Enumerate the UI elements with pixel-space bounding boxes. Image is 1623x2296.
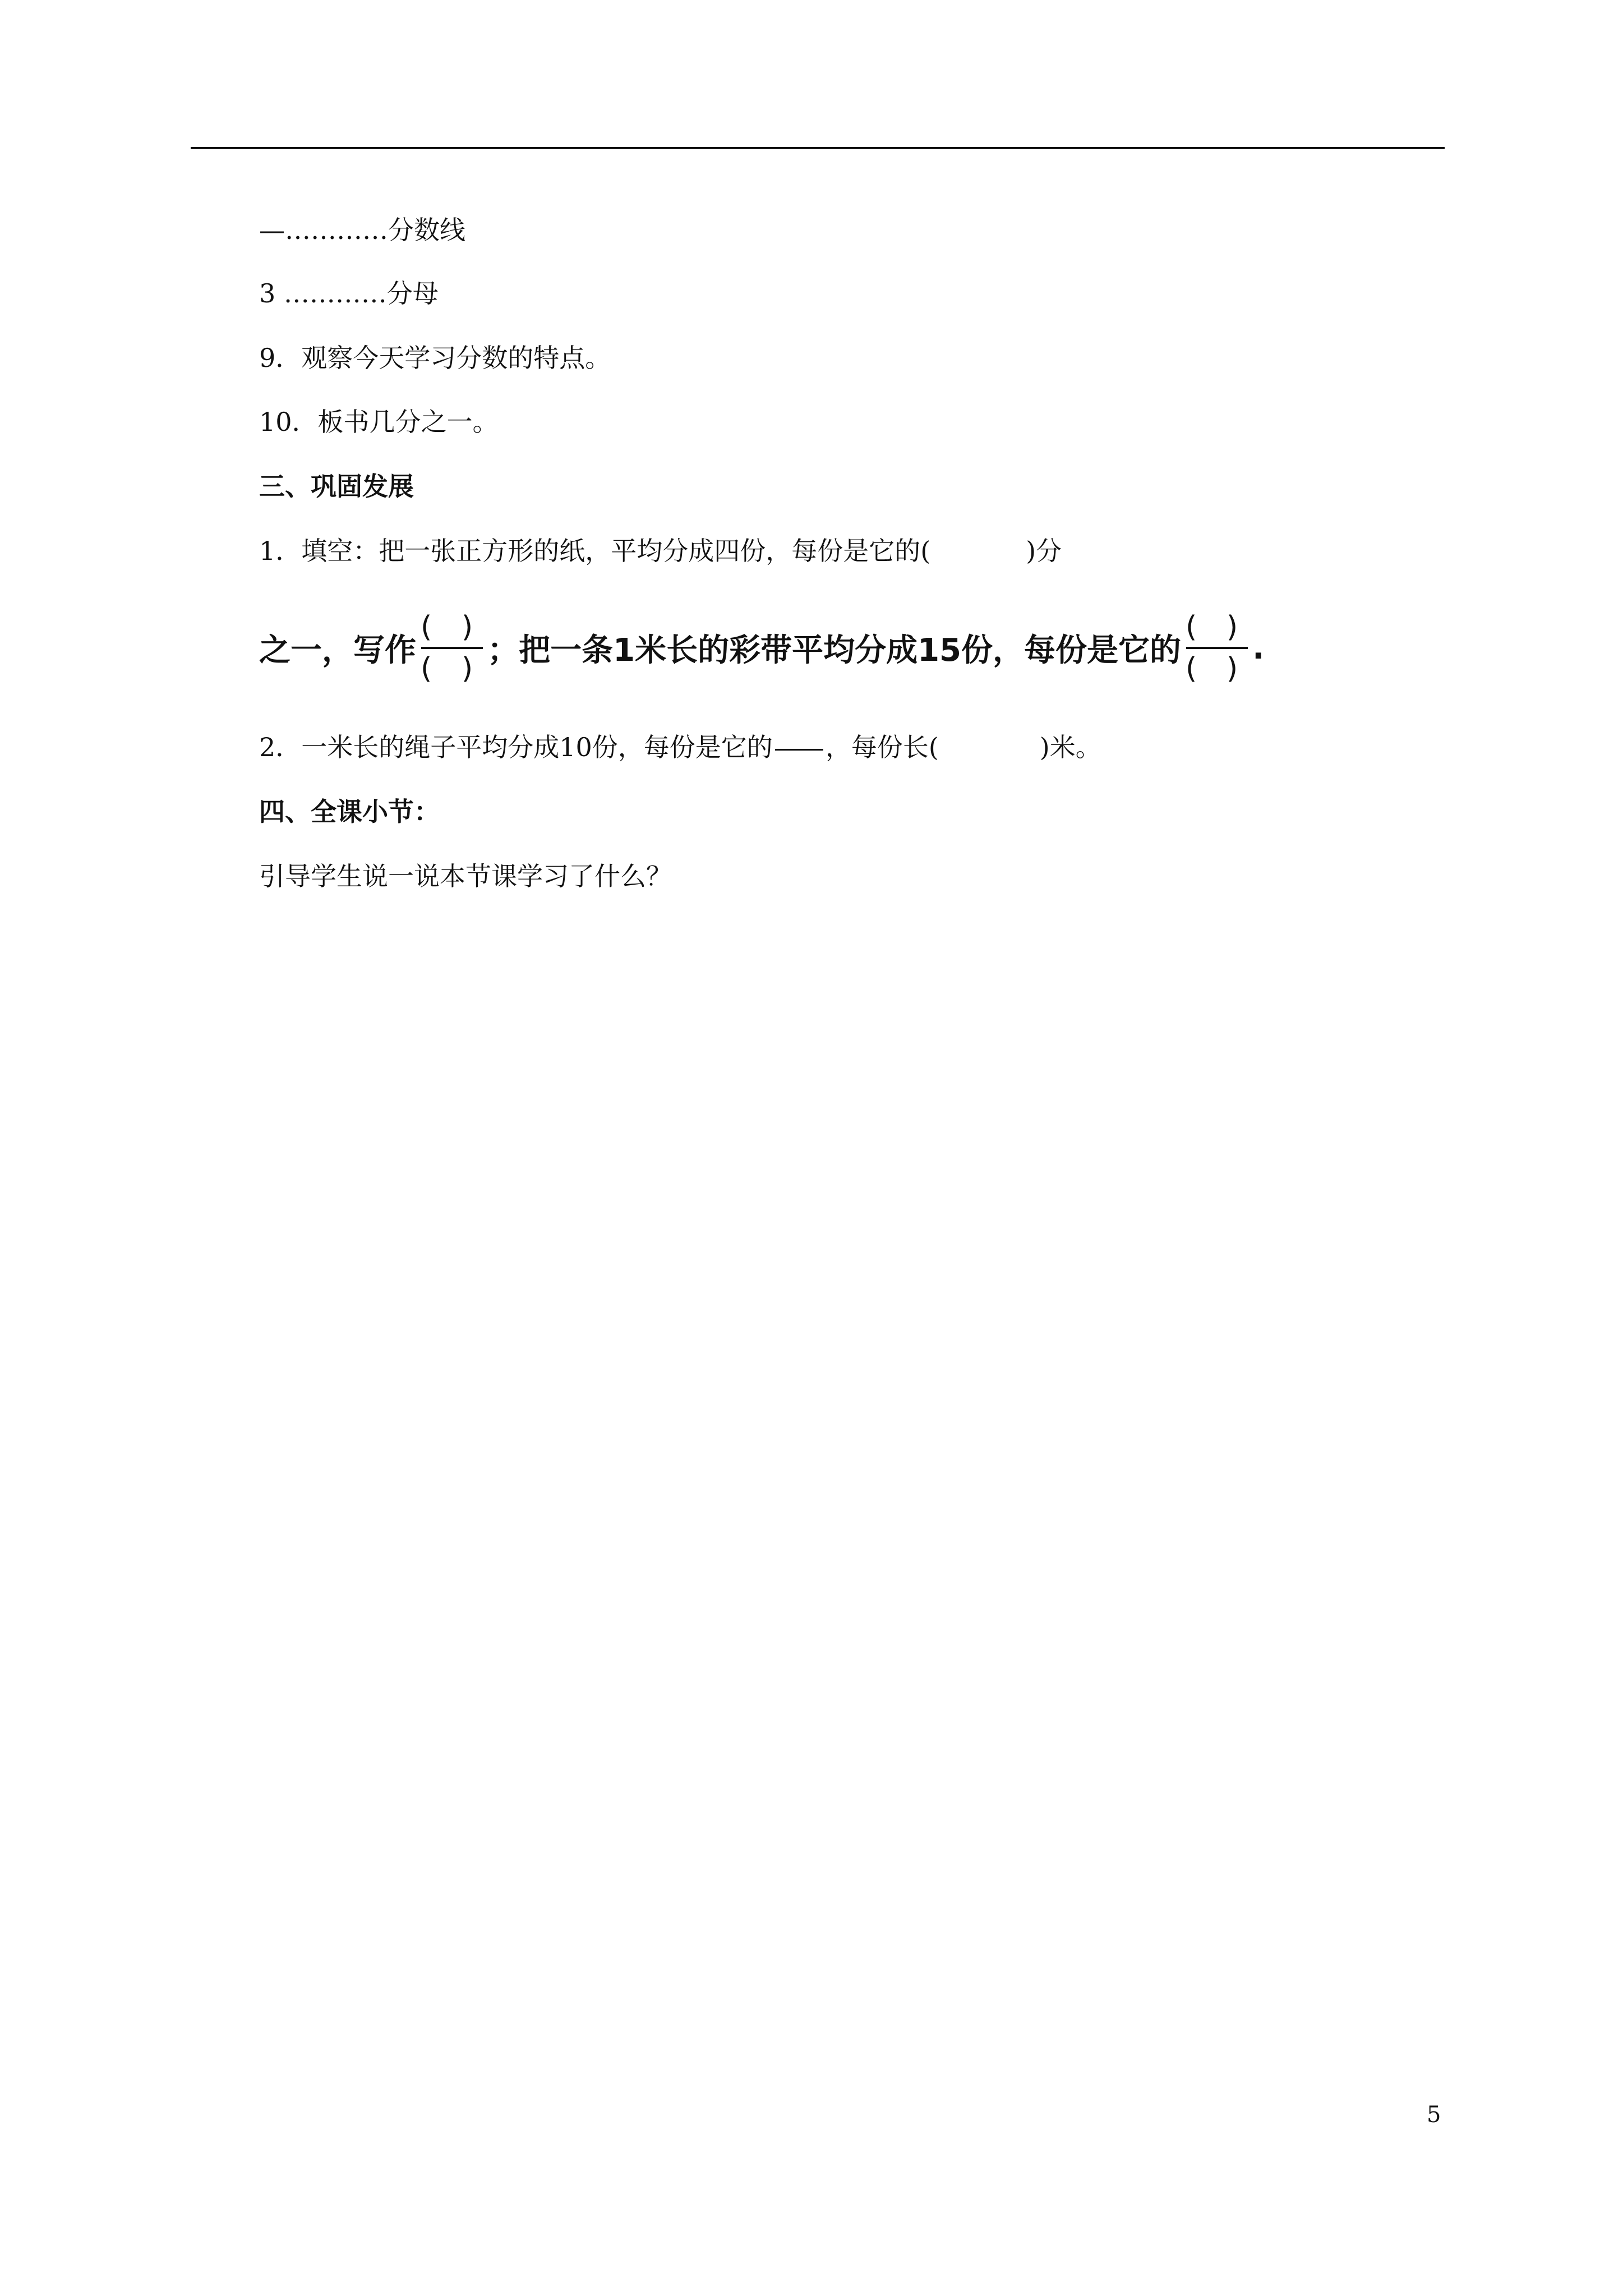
question-1b-part1: 之一，写作 [259,632,416,669]
question-1 [259,534,1062,568]
question-1b-part2: ；把一条1米长的彩带平均分成15份，每份是它的 [487,632,1182,669]
fraction-blank-2 [1186,610,1248,686]
denominator-slot: ( ) [1186,652,1248,685]
question-2-start: 2．一米长的绳子平均分成10份，每份是它的 [259,732,773,762]
numerator-slot: ( ) [1186,610,1248,644]
fraction-blank-1 [421,610,483,686]
fraction-dash-blank [775,749,823,751]
question-1-end: )分 [1026,536,1062,566]
item-9: 9．观察今天学习分数的特点。 [259,343,611,373]
denominator-slot: ( ) [421,652,483,685]
section-4-heading: 四、全课小节： [259,797,440,827]
question-2 [259,730,1101,764]
header-rule [191,147,1445,149]
summary-text: 引导学生说一说本节课学习了什么？ [259,861,672,891]
section-3-heading: 三、巩固发展 [259,471,414,501]
fraction-bar [1186,647,1248,649]
question-1-start: 1．填空：把一张正方形的纸，平均分成四份，每份是它的( [259,536,931,566]
fraction-bar [421,647,483,649]
fraction-line-text: —…………分数线 [259,215,465,245]
page-number: 5 [1427,2102,1441,2128]
question-1-continued [259,597,1264,698]
question-1b-end: . [1252,629,1265,666]
question-2-mid: ，每份长( [825,732,939,762]
numerator-slot: ( ) [421,610,483,644]
denominator-text: 3 …………分母 [259,278,439,309]
item-10: 10．板书几分之一。 [259,407,499,437]
question-2-end: )米。 [1039,732,1101,762]
